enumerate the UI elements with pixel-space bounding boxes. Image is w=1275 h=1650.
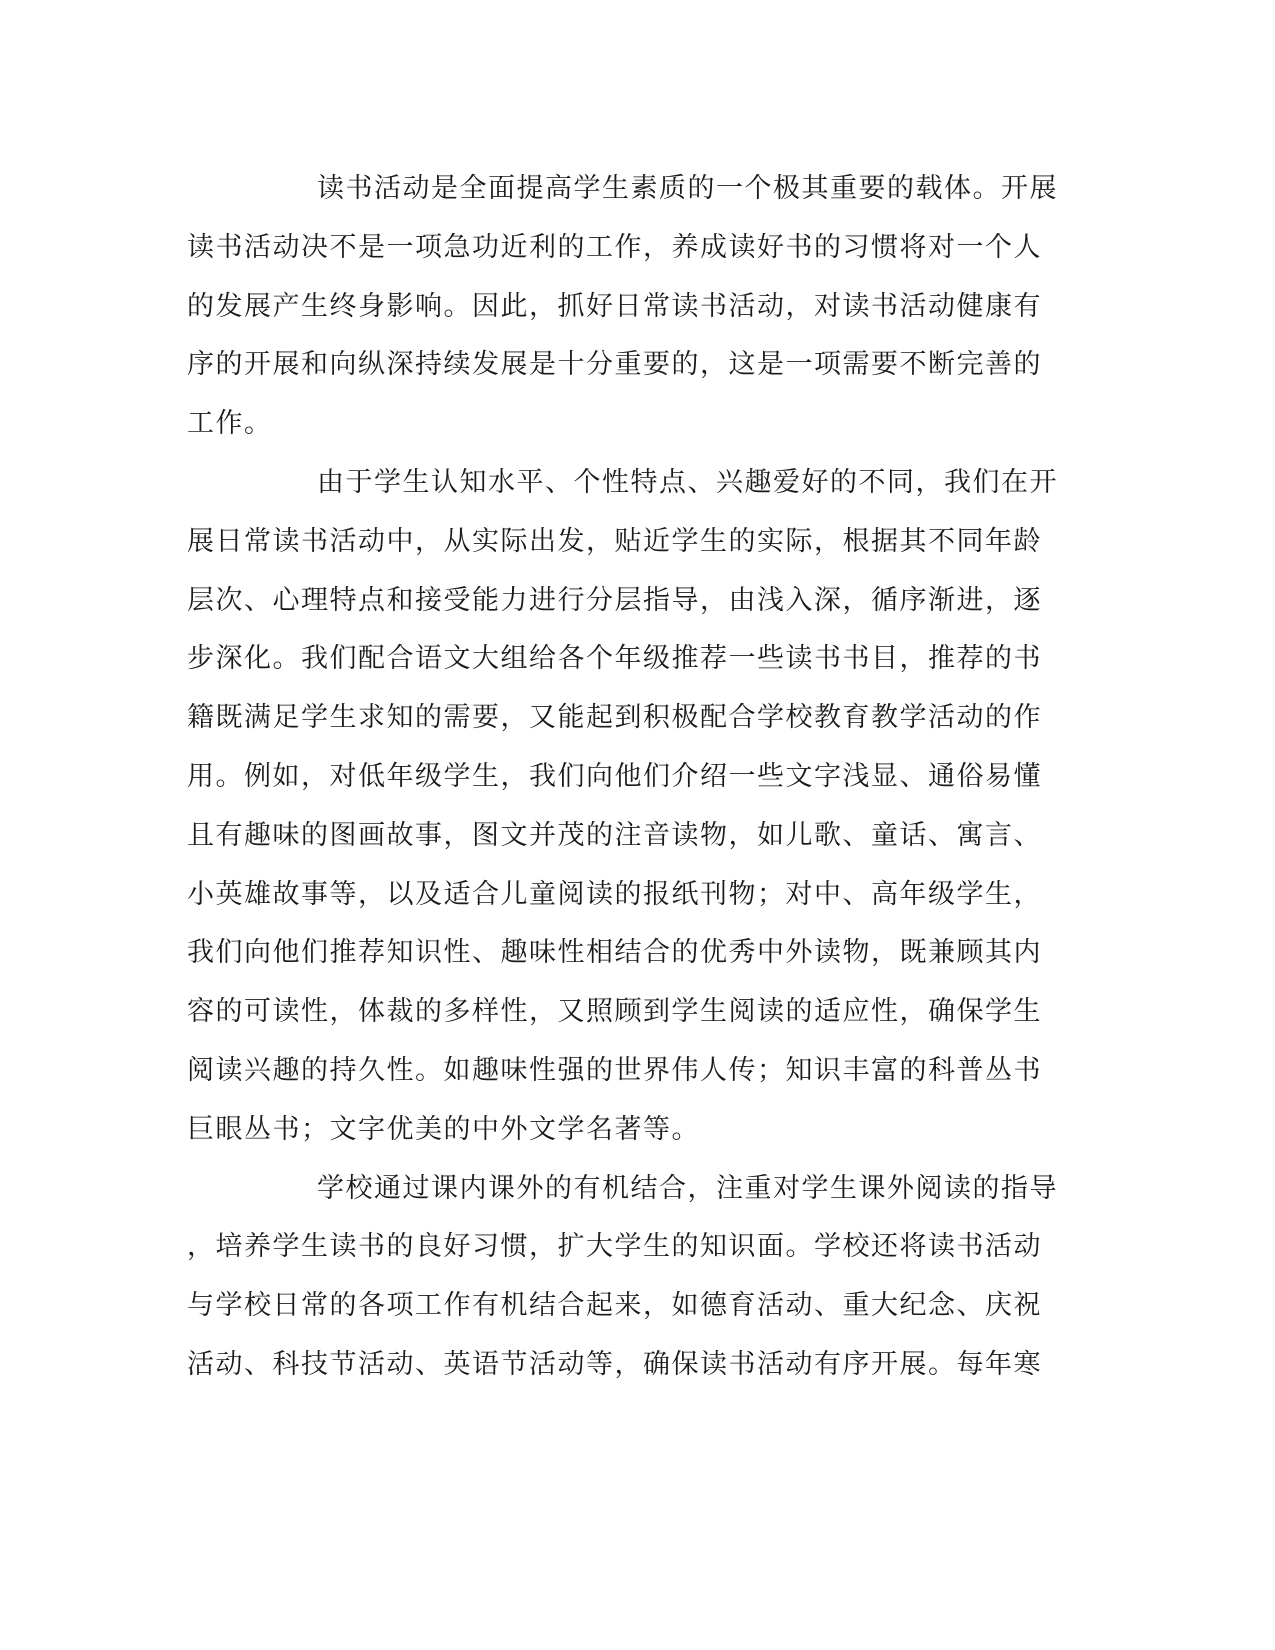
text-line: 学校通过课内课外的有机结合，注重对学生课外阅读的指导	[317, 1172, 1058, 1204]
text-line: 层次、心理特点和接受能力进行分层指导，由浅入深，循序渐进，逐	[187, 584, 1042, 616]
text-line: 读书活动决不是一项急功近利的工作，养成读好书的习惯将对一个人	[187, 231, 1042, 263]
body-text	[187, 160, 1067, 1395]
text-line: 用。例如，对低年级学生，我们向他们介绍一些文字浅显、通俗易懂	[187, 760, 1042, 792]
text-line: ，培养学生读书的良好习惯，扩大学生的知识面。学校还将读书活动	[187, 1231, 1042, 1263]
text-line: 活动、科技节活动、英语节活动等，确保读书活动有序开展。每年寒	[187, 1348, 1042, 1380]
text-line: 容的可读性，体裁的多样性，又照顾到学生阅读的适应性，确保学生	[187, 996, 1042, 1028]
text-line: 巨眼丛书；文字优美的中外文学名著等。	[187, 1113, 700, 1145]
text-line: 我们向他们推荐知识性、趣味性相结合的优秀中外读物，既兼顾其内	[187, 937, 1042, 969]
text-line: 读书活动是全面提高学生素质的一个极其重要的载体。开展	[317, 173, 1058, 204]
text-line: 步深化。我们配合语文大组给各个年级推荐一些读书书目，推荐的书	[187, 643, 1042, 675]
text-line: 工作。	[187, 408, 273, 440]
text-line: 阅读兴趣的持久性。如趣味性强的世界伟人传；知识丰富的科普丛书	[187, 1054, 1042, 1086]
text-line: 由于学生认知水平、个性特点、兴趣爱好的不同，我们在开	[317, 466, 1058, 498]
text-line: 序的开展和向纵深持续发展是十分重要的，这是一项需要不断完善的	[187, 349, 1042, 381]
paragraph-2	[187, 454, 1067, 1160]
text-line: 小英雄故事等，以及适合儿童阅读的报纸刊物；对中、高年级学生，	[187, 878, 1042, 910]
text-line: 且有趣味的图画故事，图文并茂的注音读物，如儿歌、童话、寓言、	[187, 819, 1042, 851]
text-line: 展日常读书活动中，从实际出发，贴近学生的实际，根据其不同年龄	[187, 525, 1042, 557]
text-line: 的发展产生终身影响。因此，抓好日常读书活动，对读书活动健康有	[187, 290, 1042, 322]
text-line: 与学校日常的各项工作有机结合起来，如德育活动、重大纪念、庆祝	[187, 1290, 1042, 1322]
paragraph-1	[187, 160, 1067, 454]
text-line: 籍既满足学生求知的需要，又能起到积极配合学校教育教学活动的作	[187, 702, 1042, 734]
paragraph-3	[187, 1160, 1067, 1395]
